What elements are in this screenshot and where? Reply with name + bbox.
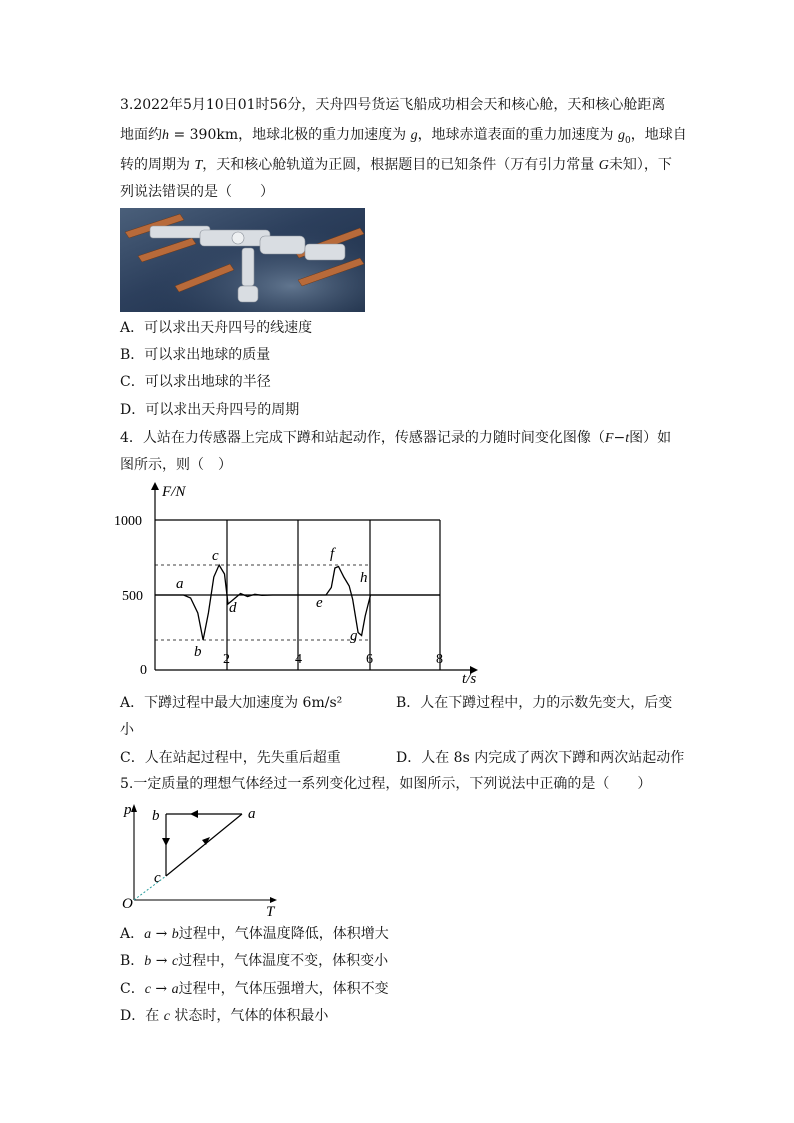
q3-stem-line-3: 转的周期为 T，天和核心舱轨道为正圆，根据题目的已知条件（万有引力常量 G未知），下 [120, 157, 672, 173]
x-tick-8: 8 [436, 652, 443, 667]
process-c-to-a [166, 845, 204, 876]
point-label-d: d [229, 600, 237, 616]
q4-stem-line-2: 图所示，则（ ） [120, 457, 232, 473]
q3-stem-line-4: 列说法错误的是（ ） [120, 184, 274, 200]
q3-option-b: B．可以求出地球的质量 [120, 347, 271, 363]
q5-option-d: D．在 c 状态时，气体的体积最小 [120, 1008, 329, 1024]
q3-option-c: C．可以求出地球的半径 [120, 374, 271, 390]
p-axis-arrow [131, 804, 137, 812]
point-label-b: b [194, 644, 202, 660]
y-axis-arrow [151, 482, 159, 490]
y-axis-label: F/N [162, 484, 186, 500]
origin-extension-line [134, 876, 166, 900]
q5-option-a: A．a → b过程中，气体温度降低，体积增大 [120, 926, 389, 942]
y-tick-500: 500 [122, 589, 143, 604]
space-station-photo [120, 208, 365, 312]
q3-stem-line-1: 3.2022年5月10日01时56分，天舟四号货运飞船成功相会天和核心舱，天和核心舱距离 [120, 97, 666, 113]
state-label-a: a [248, 806, 256, 822]
q5-stem: 5.一定质量的理想气体经过一系列变化过程，如图所示，下列说法中正确的是（ ） [120, 776, 652, 792]
p-t-diagram [120, 798, 290, 922]
state-label-b: b [152, 808, 160, 824]
point-label-c: c [212, 548, 219, 564]
q3-stem-line-2: 地面约h = 390km，地球北极的重力加速度为 g，地球赤道表面的重力加速度为 $g_0$，地球自 [120, 127, 687, 146]
x-tick-2: 2 [223, 652, 230, 667]
q3-option-d: D．可以求出天舟四号的周期 [120, 402, 300, 418]
arrow-b-to-c [162, 838, 170, 846]
state-label-c: c [154, 870, 161, 886]
q5-option-c: C．c → a过程中，气体压强增大，体积不变 [120, 981, 389, 997]
t-axis-arrow [270, 897, 277, 903]
y-tick-1000: 1000 [114, 514, 142, 529]
process-c-to-a-upper [204, 814, 242, 845]
y-tick-0: 0 [140, 663, 147, 678]
q4-option-d: D．人在 8s 内完成了两次下蹲和两次站起动作 [396, 750, 685, 766]
q4-option-a: A．下蹲过程中最大加速度为 6m/s² [120, 695, 343, 711]
point-label-e: e [316, 595, 323, 611]
point-label-g: g [350, 628, 358, 644]
x-axis-label: t/s [462, 671, 477, 687]
t-axis-label: T [266, 904, 275, 920]
point-label-a: a [176, 576, 184, 592]
q4-option-b-line-1: B．人在下蹲过程中，力的示数先变大，后变 [396, 695, 673, 711]
q3-option-a: A．可以求出天舟四号的线速度 [120, 320, 313, 336]
q4-stem-line-1: 4．人站在力传感器上完成下蹲和站起动作，传感器记录的力随时间变化图像（F−t图）如 [120, 430, 672, 446]
arrow-a-to-b [190, 810, 198, 818]
q5-option-b: B．b → c过程中，气体温度不变，体积变小 [120, 953, 389, 969]
f-t-chart [110, 478, 490, 688]
x-tick-6: 6 [366, 652, 373, 667]
x-tick-4: 4 [295, 652, 302, 667]
p-axis-label: p [124, 802, 132, 818]
q4-option-b-line-2: 小 [120, 722, 134, 738]
point-label-h: h [360, 570, 368, 586]
q4-option-c: C．人在站起过程中，先失重后超重 [120, 750, 341, 766]
point-label-f: f [330, 546, 335, 562]
origin-label: O [122, 896, 133, 912]
